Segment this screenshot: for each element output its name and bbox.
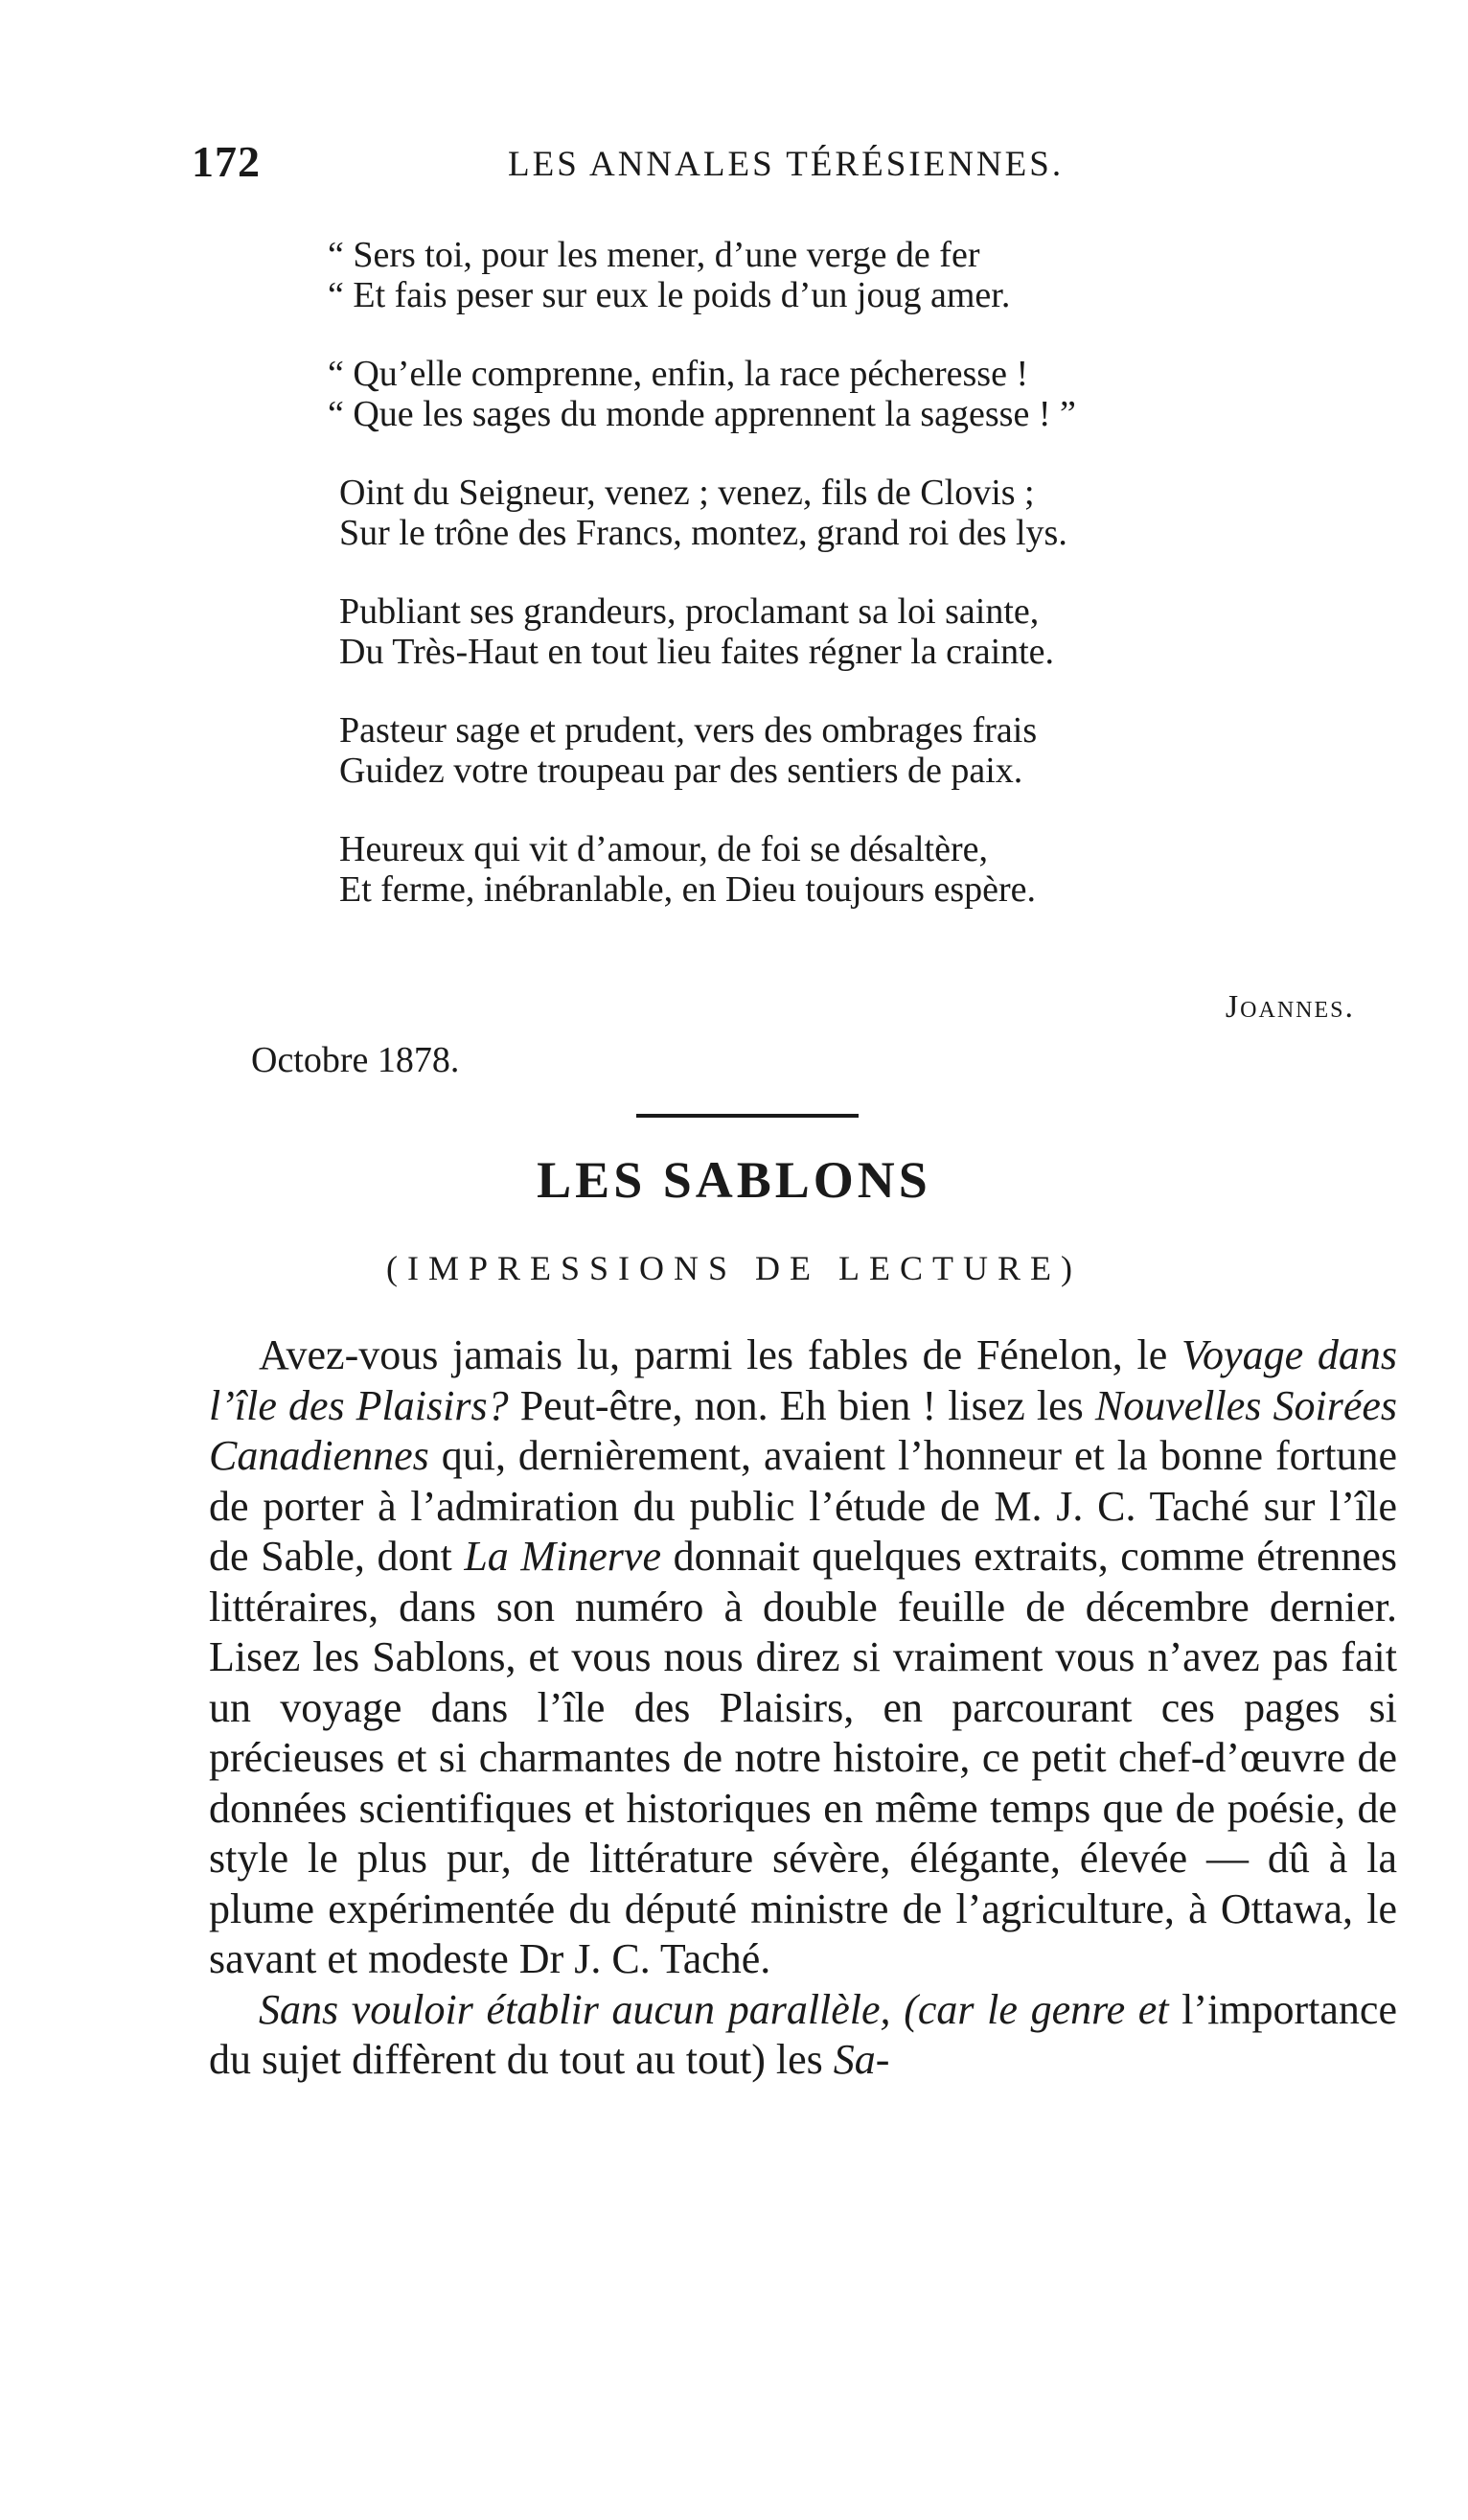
article-title: LES SABLONS xyxy=(537,1151,931,1209)
poem-verse: Oint du Seigneur, venez ; venez, fils de Clovis ; xyxy=(339,473,1035,513)
italic-title: Nouvelles Soirées Canadiennes xyxy=(209,1381,1398,1479)
poem xyxy=(328,235,1374,948)
poem-verse: Publiant ses grandeurs, proclamant sa loi sainte, xyxy=(339,591,1040,632)
poem-verse: Sur le trône des Francs, montez, grand roi des lys. xyxy=(339,513,1067,553)
poem-signature: Joannes. xyxy=(1225,989,1355,1025)
poem-verse: “ Qu’elle comprenne, enfin, la race pécheresse ! xyxy=(328,354,1029,394)
article-paragraph xyxy=(209,1330,1397,1985)
text-run: donnait quelques extraits, comme étrennes littéraires, dans son numéro à double feuille de décembre dernier. Lisez les Sablons, et vous nous direz si vraiment vous n’avez pas fait un voyage dans l’île des Plaisirs, en parcourant ces pages si précieuses et si charmantes de notre histoire, ce petit chef-d’œuvre de données scientifiques et historiques en même temps que de poésie, de style le plus pur, de littérature sévère, élégante, élevée — dû à la plume expérimentée du député ministre de l’agriculture, à Ottawa, le savant et modeste Dr J. C. Taché. xyxy=(209,1533,1398,1982)
text-run: qui, dernièrement, avaient l’honneur et la bonne fortune de porter à l’admiration du public l’étude de M. J. C. Taché sur l’île de Sable, dont xyxy=(209,1432,1397,1580)
italic-text: Sans vouloir établir aucun parallèle, (car le genre et xyxy=(259,1985,1169,2033)
article-paragraph xyxy=(209,1985,1397,2086)
article-body xyxy=(209,1330,1397,2086)
poem-stanza xyxy=(339,710,1374,791)
text-run: Avez-vous jamais lu, parmi les fables de Fénelon, le xyxy=(259,1331,1168,1378)
article-subtitle: (IMPRESSIONS DE LECTURE) xyxy=(385,1249,1083,1287)
poem-verse: Du Très-Haut en tout lieu faites régner la crainte. xyxy=(339,632,1055,672)
poem-verse: Et ferme, inébranlable, en Dieu toujours espère. xyxy=(339,869,1036,910)
page-header xyxy=(192,136,1399,194)
poem-verse: Pasteur sage et prudent, vers des ombrages frais xyxy=(339,710,1038,751)
poem-stanza xyxy=(328,354,1374,434)
running-head: LES ANNALES TÉRÉSIENNES. xyxy=(508,145,1065,184)
poem-stanza xyxy=(328,235,1374,315)
poem-date: Octobre 1878. xyxy=(251,1040,460,1080)
italic-title: Voyage dans l’île des Plaisirs? xyxy=(209,1331,1398,1429)
poem-stanza xyxy=(339,473,1374,553)
poem-verse: “ Et fais peser sur eux le poids d’un joug amer. xyxy=(328,275,1011,315)
page-number: 172 xyxy=(192,137,261,186)
poem-stanza xyxy=(339,829,1374,910)
text-run: Peut-être, non. Eh bien ! lisez les xyxy=(519,1381,1084,1429)
italic-title: La Minerve xyxy=(464,1533,661,1580)
section-divider xyxy=(636,1114,859,1118)
text-run: l’importance du sujet diffèrent du tout au tout) les xyxy=(209,1985,1397,2083)
poem-verse: Guidez votre troupeau par des sentiers de paix. xyxy=(339,751,1023,791)
poem-verse: “ Sers toi, pour les mener, d’une verge de fer xyxy=(328,235,980,275)
poem-verse: Heureux qui vit d’amour, de foi se désaltère, xyxy=(339,829,988,869)
poem-stanza xyxy=(339,591,1374,672)
poem-verse: “ Que les sages du monde apprennent la sagesse ! ” xyxy=(328,394,1076,434)
italic-text: Sa- xyxy=(833,2036,890,2083)
